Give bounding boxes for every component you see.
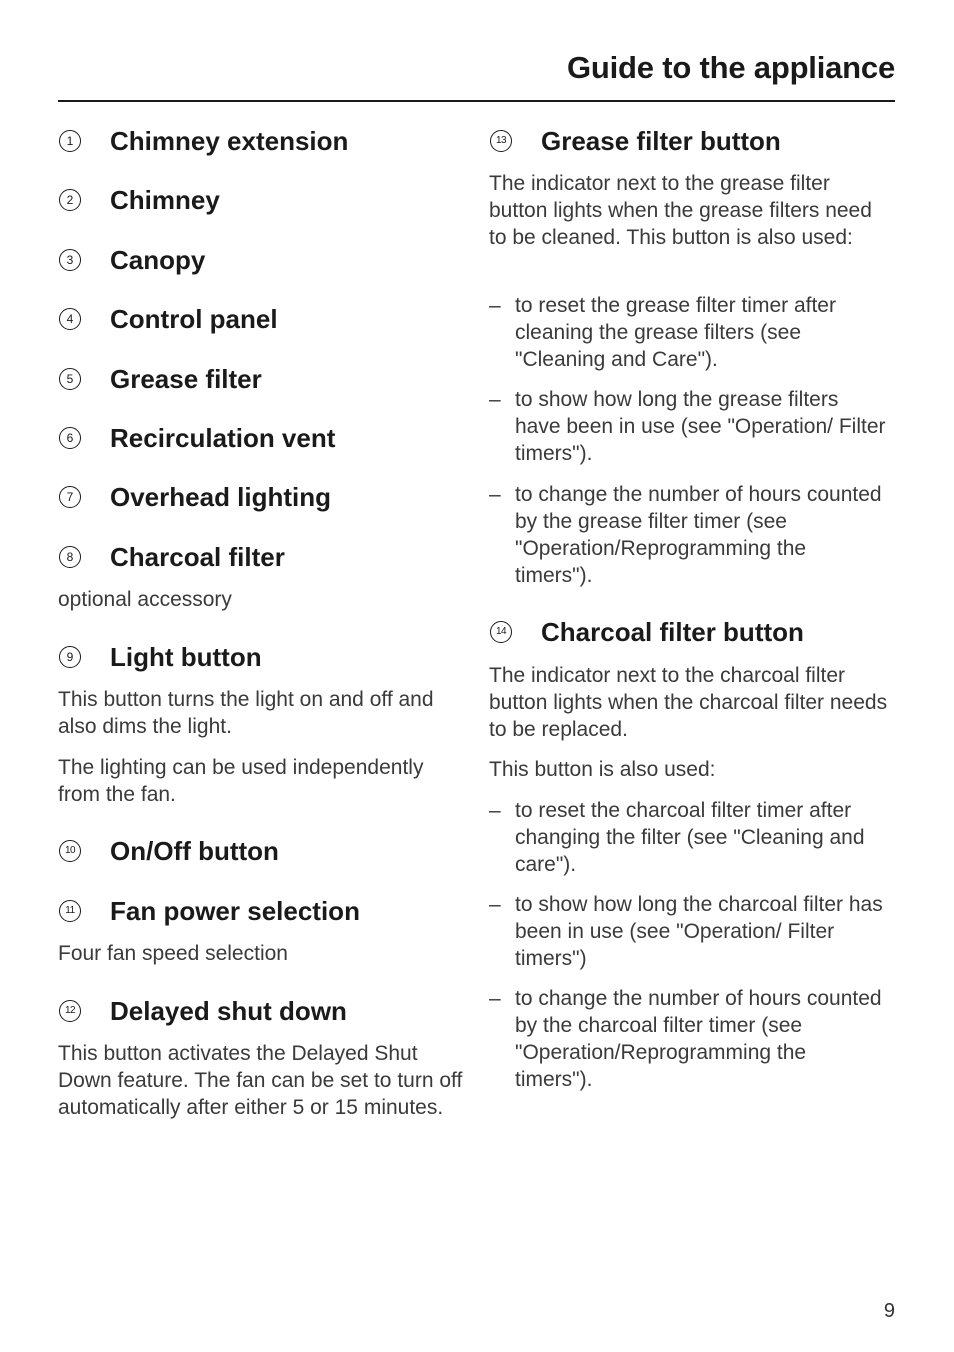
item-number: 8 [59,546,81,568]
item-number: 4 [59,308,81,330]
list-item-text: to reset the grease filter timer after cleaning the grease filters (see "Cleaning and Care"). [515,294,836,371]
dash-bullet: – [489,294,501,317]
list-item [489,481,889,589]
item-paragraph: The indicator next to the grease filter button lights when the grease filters need to be cleaned. This button is also used: [489,172,872,249]
list-item-text: to show how long the grease filters have been in use (see "Operation/ Filter timers"). [515,388,886,465]
item-title: On/Off button [110,836,279,866]
item-title: Charcoal filter button [541,617,804,647]
item-title: Delayed shut down [110,996,347,1026]
page-number: 9 [883,1300,895,1322]
list-item [489,797,889,878]
item-paragraph: The lighting can be used independently from the fan. [58,756,424,806]
list-item [489,891,889,972]
item-number: 9 [59,646,81,668]
page-title: Guide to the appliance [566,50,895,85]
item-heading [489,126,781,156]
item-title: Charcoal filter [110,542,285,572]
item-title: Grease filter button [541,126,781,156]
item-title: Canopy [110,245,206,275]
item-paragraph: The indicator next to the charcoal filter button lights when the charcoal filter needs to be replaced. [489,664,888,741]
item-paragraph: This button is also used: [489,758,716,781]
item-heading [58,482,331,512]
list-item-text: to change the number of hours counted by the charcoal filter timer (see "Operation/Reprogramming the timers"). [515,987,882,1091]
item-heading [58,364,262,394]
item-heading [58,836,279,866]
item-number: 7 [59,486,81,508]
item-heading [58,185,220,215]
dash-bullet: – [489,483,501,506]
item-heading [489,617,804,647]
dash-bullet: – [489,893,501,916]
item-title: Recirculation vent [110,423,336,453]
item-note: optional accessory [58,588,232,611]
dash-bullet: – [489,799,501,822]
item-title: Chimney [110,185,220,215]
title-rule [58,100,895,102]
item-number: 1 [59,130,81,152]
item-number: 10 [59,840,81,862]
item-heading [58,542,285,572]
item-heading [58,245,205,275]
item-number: 14 [490,621,512,643]
list-item [489,292,889,373]
item-number: 3 [59,249,81,271]
list-item-text: to show how long the charcoal filter has been in use (see "Operation/ Filter timers") [515,893,883,970]
item-heading [58,423,335,453]
item-title: Overhead lighting [110,482,332,512]
list-item-text: to change the number of hours counted by the grease filter timer (see "Operation/Reprogramming the timers"). [515,483,882,587]
item-paragraph: This button activates the Delayed Shut Down feature. The fan can be set to turn off automatically after either 5 or 15 minutes. [58,1042,463,1119]
item-number: 12 [59,1000,81,1022]
item-title: Grease filter [110,364,262,394]
list-item-text: to reset the charcoal filter timer after changing the filter (see "Cleaning and care"). [515,799,865,876]
list-item [489,386,889,467]
item-title: Light button [110,642,262,672]
list-item [489,985,889,1093]
item-heading [58,642,262,672]
item-number: 11 [59,900,81,922]
dash-bullet: – [489,388,501,411]
item-number: 13 [490,130,512,152]
item-number: 2 [59,189,81,211]
item-number: 6 [59,427,81,449]
item-title: Fan power selection [110,896,360,926]
item-number: 5 [59,368,81,390]
dash-bullet: – [489,987,501,1010]
item-heading [58,996,347,1026]
item-heading [58,304,278,334]
item-heading [58,126,348,156]
item-note: Four fan speed selection [58,942,288,965]
item-title: Chimney extension [110,126,349,156]
item-title: Control panel [110,304,278,334]
item-heading [58,896,360,926]
item-paragraph: This button turns the light on and off and also dims the light. [58,688,434,738]
